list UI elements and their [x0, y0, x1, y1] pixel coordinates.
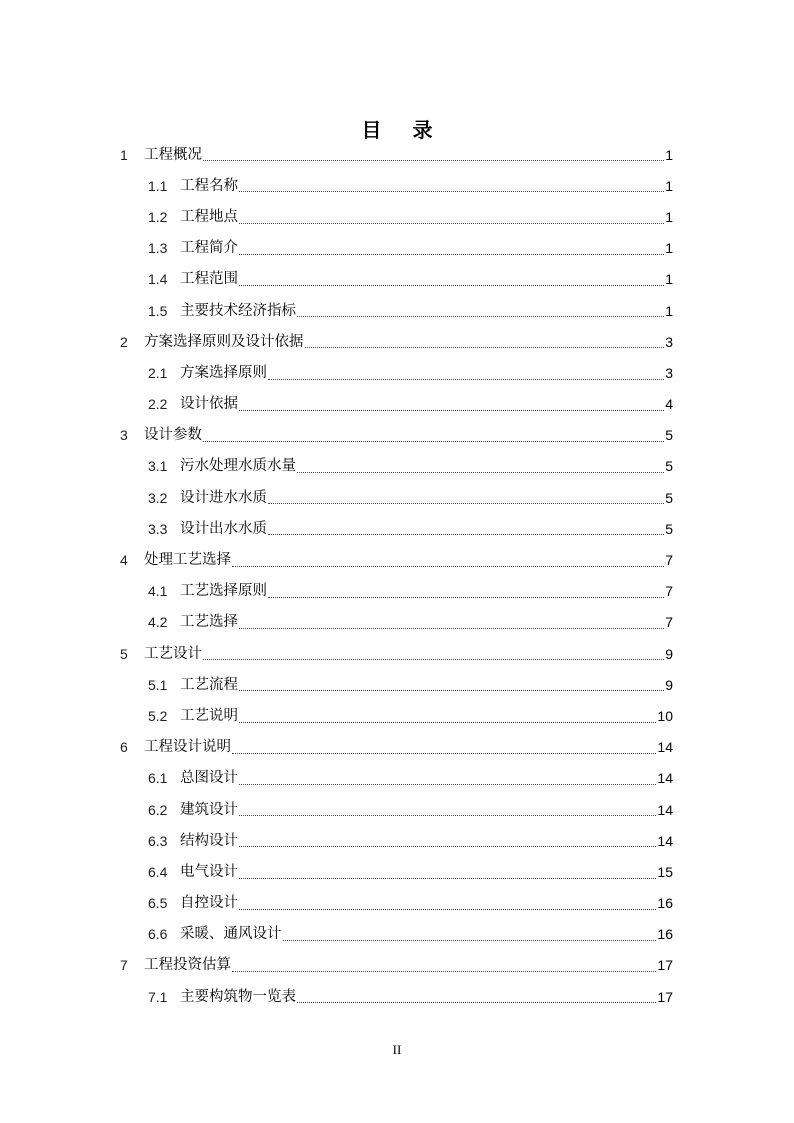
toc-entry-title: 自控设计: [180, 895, 238, 912]
toc-entry-1-2[interactable]: [148, 201, 673, 232]
toc-entry-title: 工艺选择: [180, 614, 238, 631]
toc-entry-page: 5: [665, 458, 673, 475]
toc-entry-title: 工艺设计: [144, 645, 202, 662]
table-of-contents: [0, 139, 794, 1012]
toc-entry-1-1[interactable]: [148, 170, 673, 201]
toc-entry-number: 5.1: [148, 676, 168, 693]
toc-entry-title: 工程范围: [180, 271, 238, 288]
toc-entry-title: 工艺说明: [180, 707, 238, 724]
toc-entry-number: 6.1: [148, 770, 168, 787]
toc-entry-number: 1.1: [148, 177, 168, 194]
toc-entry-number: 6: [120, 739, 128, 756]
toc-entry-number: 6.5: [148, 895, 168, 912]
toc-entry-title: 设计出水水质: [180, 520, 267, 537]
toc-entry-page: 1: [665, 146, 673, 163]
toc-entry-page: 9: [665, 645, 673, 662]
toc-entry-6-4[interactable]: [148, 856, 673, 887]
toc-entry-page: 5: [665, 427, 673, 444]
toc-entry-title: 污水处理水质水量: [180, 458, 296, 475]
toc-entry-3-2[interactable]: [148, 482, 673, 513]
dot-leader: [232, 753, 656, 754]
dot-leader: [239, 628, 664, 629]
toc-entry-title: 工艺选择原则: [180, 583, 267, 600]
toc-entry-number: 3.2: [148, 489, 168, 506]
toc-entry-page: 9: [665, 676, 673, 693]
toc-entry-number: 6.2: [148, 801, 168, 818]
toc-entry-number: 1: [120, 146, 128, 163]
dot-leader: [268, 597, 664, 598]
toc-entry-page: 14: [657, 832, 673, 849]
toc-entry-title: 主要技术经济指标: [180, 302, 296, 319]
toc-entry-7-1[interactable]: [148, 981, 673, 1012]
toc-entry-title: 处理工艺选择: [144, 552, 231, 569]
dot-leader: [239, 878, 656, 879]
toc-entry-page: 1: [665, 240, 673, 257]
toc-entry-number: 3.3: [148, 520, 168, 537]
dot-leader: [232, 971, 656, 972]
toc-entry-5-1[interactable]: [148, 669, 673, 700]
toc-entry-title: 工程投资估算: [144, 957, 231, 974]
toc-entry-page: 1: [665, 177, 673, 194]
toc-entry-page: 17: [657, 957, 673, 974]
toc-entry-7[interactable]: [120, 950, 673, 981]
dot-leader: [232, 566, 664, 567]
toc-entry-title: 设计依据: [180, 396, 238, 413]
toc-entry-page: 14: [657, 801, 673, 818]
toc-entry-4-1[interactable]: [148, 576, 673, 607]
toc-entry-page: 4: [665, 396, 673, 413]
toc-entry-number: 6.3: [148, 832, 168, 849]
toc-entry-3[interactable]: [120, 420, 673, 451]
toc-entry-page: 17: [657, 988, 673, 1005]
dot-leader: [239, 690, 664, 691]
toc-entry-page: 7: [665, 614, 673, 631]
toc-entry-page: 5: [665, 520, 673, 537]
toc-entry-page: 16: [657, 895, 673, 912]
toc-entry-page: 15: [657, 863, 673, 880]
toc-entry-6-6[interactable]: [148, 919, 673, 950]
dot-leader: [297, 316, 664, 317]
toc-entry-5-2[interactable]: [148, 700, 673, 731]
toc-entry-title: 设计参数: [144, 427, 202, 444]
toc-entry-1[interactable]: [120, 139, 673, 170]
dot-leader: [239, 909, 656, 910]
toc-entry-5[interactable]: [120, 638, 673, 669]
toc-entry-title: 设计进水水质: [180, 489, 267, 506]
toc-entry-number: 3.1: [148, 458, 168, 475]
toc-entry-number: 6.4: [148, 863, 168, 880]
toc-entry-2-1[interactable]: [148, 357, 673, 388]
toc-entry-page: 3: [665, 364, 673, 381]
toc-entry-1-3[interactable]: [148, 233, 673, 264]
dot-leader: [239, 815, 656, 816]
toc-entry-number: 2: [120, 333, 128, 350]
dot-leader: [239, 846, 656, 847]
toc-entry-6-2[interactable]: [148, 794, 673, 825]
toc-entry-page: 1: [665, 302, 673, 319]
toc-entry-page: 7: [665, 583, 673, 600]
dot-leader: [297, 1002, 656, 1003]
dot-leader: [239, 223, 664, 224]
toc-entry-title: 工程简介: [180, 240, 238, 257]
toc-entry-number: 4.2: [148, 614, 168, 631]
dot-leader: [239, 410, 664, 411]
toc-entry-title: 工艺流程: [180, 676, 238, 693]
dot-leader: [239, 285, 664, 286]
toc-entry-title: 主要构筑物一览表: [180, 988, 296, 1005]
dot-leader: [268, 379, 664, 380]
toc-entry-6-5[interactable]: [148, 888, 673, 919]
toc-entry-title: 采暖、通风设计: [180, 926, 282, 943]
toc-entry-page: 16: [657, 926, 673, 943]
dot-leader: [239, 784, 656, 785]
toc-entry-title: 电气设计: [180, 863, 238, 880]
toc-entry-1-4[interactable]: [148, 264, 673, 295]
page-number: II: [392, 1042, 402, 1057]
toc-entry-number: 3: [120, 427, 128, 444]
toc-entry-number: 4.1: [148, 583, 168, 600]
dot-leader: [297, 472, 664, 473]
toc-entry-number: 7: [120, 957, 128, 974]
toc-entry-number: 2.1: [148, 364, 168, 381]
toc-entry-page: 1: [665, 271, 673, 288]
toc-entry-number: 4: [120, 552, 128, 569]
toc-entry-page: 5: [665, 489, 673, 506]
toc-entry-number: 2.2: [148, 396, 168, 413]
toc-entry-page: 1: [665, 208, 673, 225]
toc-entry-number: 6.6: [148, 926, 168, 943]
toc-entry-page: 10: [657, 707, 673, 724]
toc-entry-6-1[interactable]: [148, 763, 673, 794]
toc-entry-title: 方案选择原则及设计依据: [144, 333, 304, 350]
toc-entry-title: 工程名称: [180, 177, 238, 194]
toc-entry-number: 5.2: [148, 707, 168, 724]
toc-entry-6-3[interactable]: [148, 825, 673, 856]
dot-leader: [283, 940, 657, 941]
toc-entry-page: 14: [657, 770, 673, 787]
toc-entry-page: 7: [665, 552, 673, 569]
toc-entry-title: 总图设计: [180, 770, 238, 787]
toc-entry-2[interactable]: [120, 326, 673, 357]
dot-leader: [305, 347, 665, 348]
dot-leader: [239, 254, 664, 255]
dot-leader: [268, 534, 664, 535]
toc-entry-title: 方案选择原则: [180, 364, 267, 381]
toc-entry-title: 建筑设计: [180, 801, 238, 818]
toc-entry-4[interactable]: [120, 544, 673, 575]
toc-entry-3-3[interactable]: [148, 513, 673, 544]
toc-entry-number: 1.5: [148, 302, 168, 319]
toc-entry-4-2[interactable]: [148, 607, 673, 638]
dot-leader: [239, 722, 656, 723]
page-title: 目 录: [361, 118, 445, 143]
toc-entry-number: 1.4: [148, 271, 168, 288]
toc-entry-1-5[interactable]: [148, 295, 673, 326]
toc-entry-number: 1.2: [148, 208, 168, 225]
toc-entry-2-2[interactable]: [148, 389, 673, 420]
dot-leader: [239, 191, 664, 192]
toc-entry-title: 工程设计说明: [144, 739, 231, 756]
toc-entry-title: 结构设计: [180, 832, 238, 849]
toc-entry-page: 3: [665, 333, 673, 350]
toc-entry-number: 5: [120, 645, 128, 662]
dot-leader: [203, 441, 664, 442]
toc-entry-3-1[interactable]: [148, 451, 673, 482]
dot-leader: [203, 160, 664, 161]
toc-entry-title: 工程地点: [180, 208, 238, 225]
dot-leader: [203, 659, 664, 660]
toc-entry-number: 7.1: [148, 988, 168, 1005]
toc-entry-page: 14: [657, 739, 673, 756]
toc-entry-title: 工程概况: [144, 146, 202, 163]
dot-leader: [268, 503, 664, 504]
toc-entry-6[interactable]: [120, 732, 673, 763]
toc-entry-number: 1.3: [148, 240, 168, 257]
